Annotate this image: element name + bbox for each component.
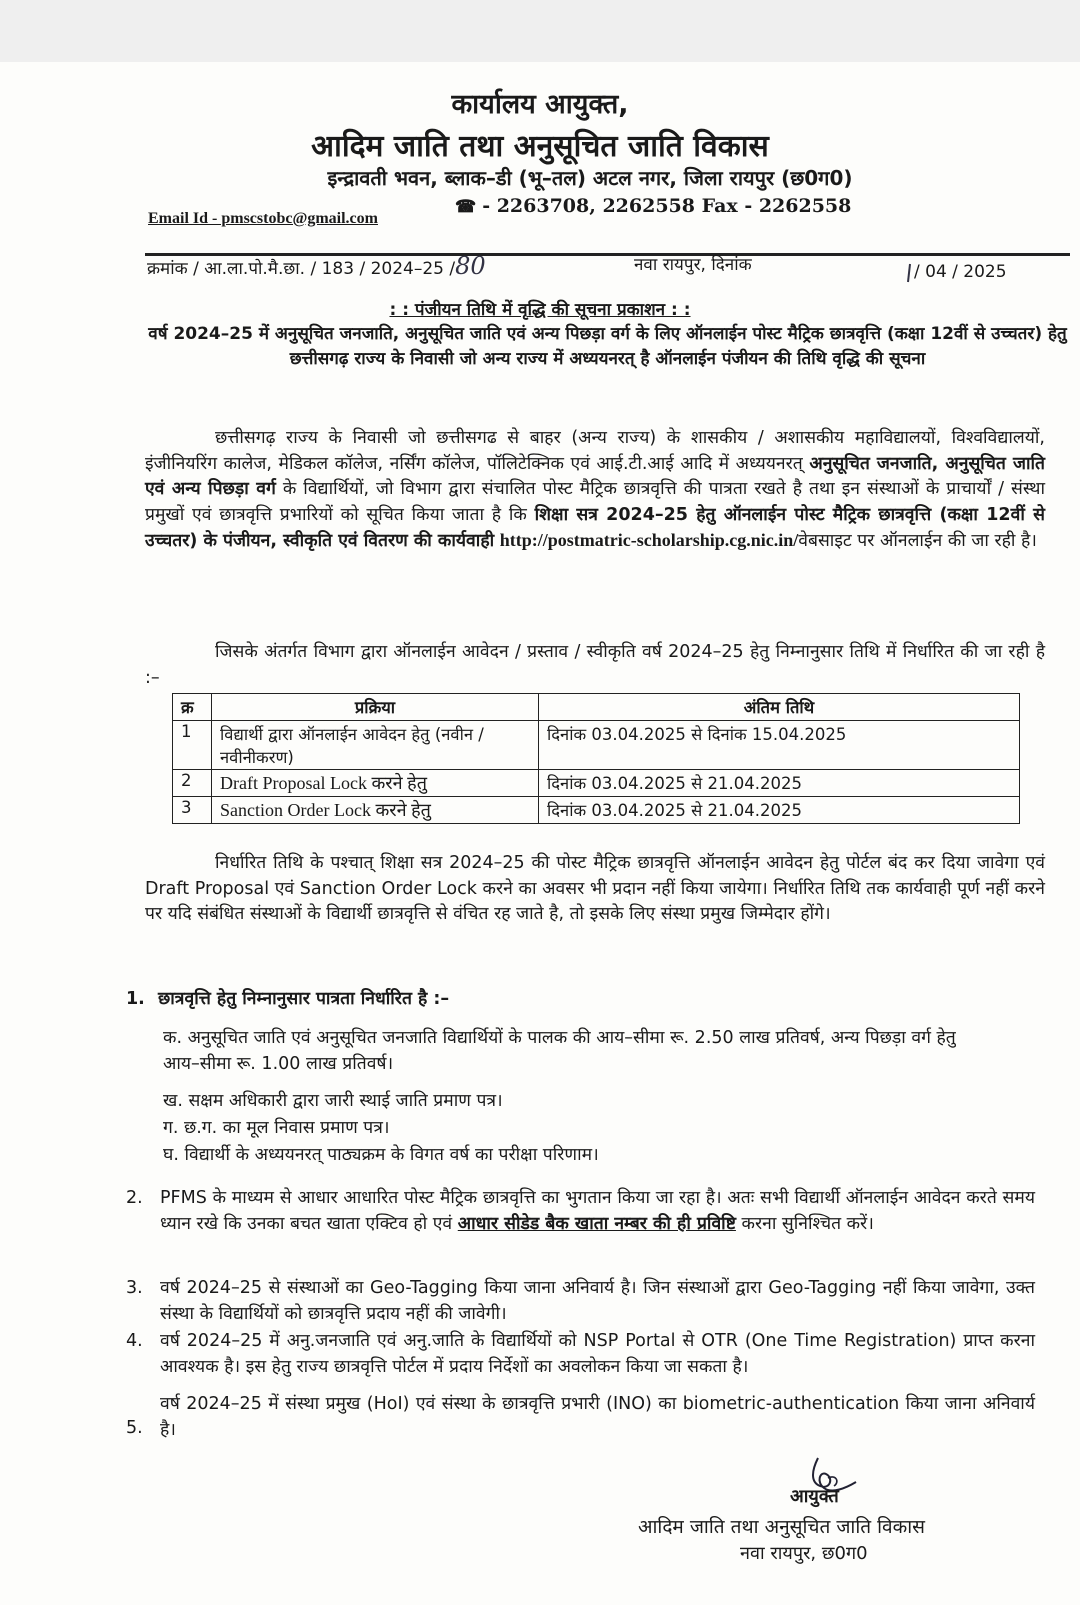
row-process: Sanction Order Lock करने हेतु [212,797,539,824]
table-row [173,721,1020,770]
point-5-number: 5. [126,1418,143,1438]
phone-fax-line [455,195,851,217]
department-title: आदिम जाति तथा अनुसूचित जाति विकास [311,129,769,164]
para1-bold1: अनुसूचित जनजाति, अनुसूचित जाति एवं अन्य पिछड़ा वर्ग [145,453,1045,499]
handwritten-ref-no: 80 [455,252,486,280]
reference-number [147,252,486,280]
para2-text: जिसके अंतर्गत विभाग द्वारा ऑनलाईन आवेदन / प्रस्ताव / स्वीकृति वर्ष 2024–25 हेतु निम्नानुसार तिथि में निर्धारित की जा रही है :– [145,642,1045,688]
para1-bold2: शिक्षा सत्र 2024–25 हेतु ऑनलाईन पोस्ट मैट्रिक छात्रवृत्ति (कक्षा 12वीं से उच्चतर) के पंजीयन, स्वीकृति एवं वितरण की कार्यवाही [145,504,1045,551]
place-date-label: नवा रायपुर, दिनांक [634,255,752,275]
table-header-row [173,694,1020,721]
col-header-process: प्रक्रिया [212,694,539,721]
signatory-place: नवा रायपुर, छ0ग0 [740,1543,868,1564]
date-value: / 04 / 2025 [914,262,1007,282]
eligibility-gha: घ. विद्यार्थी के अध्ययनरत् पाठ्यक्रम के विगत वर्ष का परीक्षा परिणाम। [163,1145,599,1165]
point-3-body: वर्ष 2024–25 से संस्थाओं का Geo-Tagging किया जाना अनिवार्य है। जिन संस्थाओं द्वारा Geo-Tagging नहीं किया जावेगा, उक्त संस्था के विद्यार्थियों को छात्रवृत्ति प्रदाय नहीं की जावेगी। [160,1278,1035,1324]
schedule-table [172,693,1020,824]
eligibility-kha: ख. सक्षम अधिकारी द्वारा जारी स्थाई जाति प्रमाण पत्र। [163,1091,503,1111]
row-sn: 3 [173,797,212,824]
point-5-body: वर्ष 2024–25 में संस्था प्रमुख (HoI) एवं संस्था के छात्रवृत्ति प्रभारी (INO) का biometric-authentication किया जाना अनिवार्य है। [160,1394,1035,1440]
col-header-date: अंतिम तिथि [539,694,1020,721]
subject-text: : : पंजीयन तिथि में वृद्धि की सूचना प्रकाशन : : [389,300,691,320]
table-row [173,797,1020,824]
deadline-warning-paragraph [145,851,1045,928]
point-1-text: छात्रवृत्ति हेतु निम्नानुसार पात्रता निर्धारित है :– [158,989,450,1009]
point-2-text: PFMS के माध्यम से आधार आधारित पोस्ट मैट्रिक छात्रवृत्ति का भुगतान किया जा रहा है। अतः सभी विद्यार्थी ऑनलाईन आवेदन करते समय ध्यान रखे कि उनका बचत खाता एक्टिव हो एवं [160,1188,1035,1234]
point-2-number: 2. [126,1188,143,1208]
point-1-title [126,987,449,1013]
col-header-sn: क्र [173,694,212,721]
table-row [173,770,1020,797]
point-2-emphasis: आधार सीडेड बैक खाता नम्बर की ही प्रविष्टि [457,1213,736,1234]
signatory-department: आदिम जाति तथा अनुसूचित जाति विकास [638,1516,925,1538]
eligibility-ka: क. अनुसूचित जाति एवं अनुसूचित जनजाति विद्यार्थियों के पालक की आय–सीमा रू. 2.50 लाख प्रतिवर्ष, अन्य पिछड़ा वर्ग हेतु आय–सीमा रू. 1.00 लाख प्रतिवर्ष। [163,1028,956,1074]
notice-heading: वर्ष 2024–25 में अनुसूचित जनजाति, अनुसूचित जाति एवं अन्य पिछड़ा वर्ग के लिए ऑनलाईन पोस्ट मैट्रिक छात्रवृत्ति (कक्षा 12वीं से उच्चतर) हेतु छत्तीसगढ़ राज्य के निवासी जो अन्य राज्य में अध्ययनरत् है ऑनलाईन पंजीयन की तिथि वृद्धि की सूचना [148,324,1067,369]
subject-line [0,297,1080,320]
row-date: दिनांक 03.04.2025 से दिनांक 15.04.2025 [539,721,1020,770]
point-3-number: 3. [126,1278,143,1298]
row-process: विद्यार्थी द्वारा ऑनलाईन आवेदन हेतु (नवीन / नवीनीकरण) [212,721,539,770]
telephone-icon: ☎ [455,197,477,217]
eligibility-ga: ग. छ.ग. का मूल निवास प्रमाण पत्र। [163,1118,390,1138]
point-number: 1. [126,989,145,1009]
row-sn: 1 [173,721,212,770]
para3-text: निर्धारित तिथि के पश्चात् शिक्षा सत्र 2024–25 की पोस्ट मैट्रिक छात्रवृत्ति ऑनलाईन आवेदन हेतु पोर्टल बंद कर दिया जावेगा एवं Draft Proposal एवं Sanction Order Lock करने का अवसर भी प्रदान नहीं किया जायेगा। निर्धारित तिथि तक कार्यवाही पूर्ण नहीं करने पर यदि संबंधित संस्थाओं के विद्यार्थी छात्रवृत्ति से वंचित रह जाते है, तो इसके लिए संस्था प्रमुख जिम्मेदार होंगे। [145,853,1045,924]
portal-url[interactable]: http://postmatric-scholarship.cg.nic.in/ [499,530,799,550]
signatory-designation: आयुक्त [790,1486,839,1507]
point-4-number: 4. [126,1331,143,1351]
para1-text1: छत्तीसगढ़ राज्य के निवासी जो छत्तीसगढ से बाहर (अन्य राज्य) के शासकीय / अशासकीय महाविद्यालयों, विश्वविद्यालयों, इंजीनियरिंग कालेज, मेडिकल कॉलेज, नर्सिंग कॉलेज, पॉलिटेक्निक एवं आई.टी.आई आदि में अध्ययनरत् [145,428,1045,474]
office-address: इन्द्रावती भवन, ब्लाक–डी (भू–तल) अटल नगर, जिला रायपुर (छ0ग0) [327,166,853,190]
point-4-body: वर्ष 2024–25 में अनु.जनजाति एवं अनु.जाति के विद्यार्थियों को NSP Portal से OTR (One Time Registration) प्राप्त करना आवश्यक है। इस हेतु राज्य छात्रवृत्ति पोर्टल में प्रदाय निर्देशों का अवलोकन किया जा सकता है। [160,1331,1035,1377]
schedule-intro [145,640,1045,691]
intro-paragraph [145,426,1045,555]
email-id: Email Id - pmscstobc@gmail.com [148,210,378,227]
handwritten-day-mark [906,262,912,284]
row-process: Draft Proposal Lock करने हेतु [212,770,539,797]
office-title: कार्यालय आयुक्त, [451,89,629,120]
row-date: दिनांक 03.04.2025 से 21.04.2025 [539,770,1020,797]
reference-prefix: क्रमांक / आ.ला.पो.मै.छा. / 183 / 2024–25 / [147,259,456,279]
row-sn: 2 [173,770,212,797]
para1-text2: के विद्यार्थियों, जो विभाग द्वारा संचालित पोस्ट मैट्रिक छात्रवृत्ति की पात्रता रखते है तथा इन संस्थाओं के प्राचार्यों / संस्था प्रमुखों एवं छात्रवृत्ति प्रभारियों को सूचित किया जाता है कि [145,479,1045,525]
row-date: दिनांक 03.04.2025 से 21.04.2025 [539,797,1020,824]
point-2-tail: करना सुनिश्चित करें। [741,1213,874,1234]
phone-numbers: - 2263708, 2262558 Fax - 2262558 [482,195,852,217]
point-2-body [160,1186,1035,1237]
para1-text3: वेबसाइट पर ऑनलाईन की जा रही है। [798,531,1037,551]
